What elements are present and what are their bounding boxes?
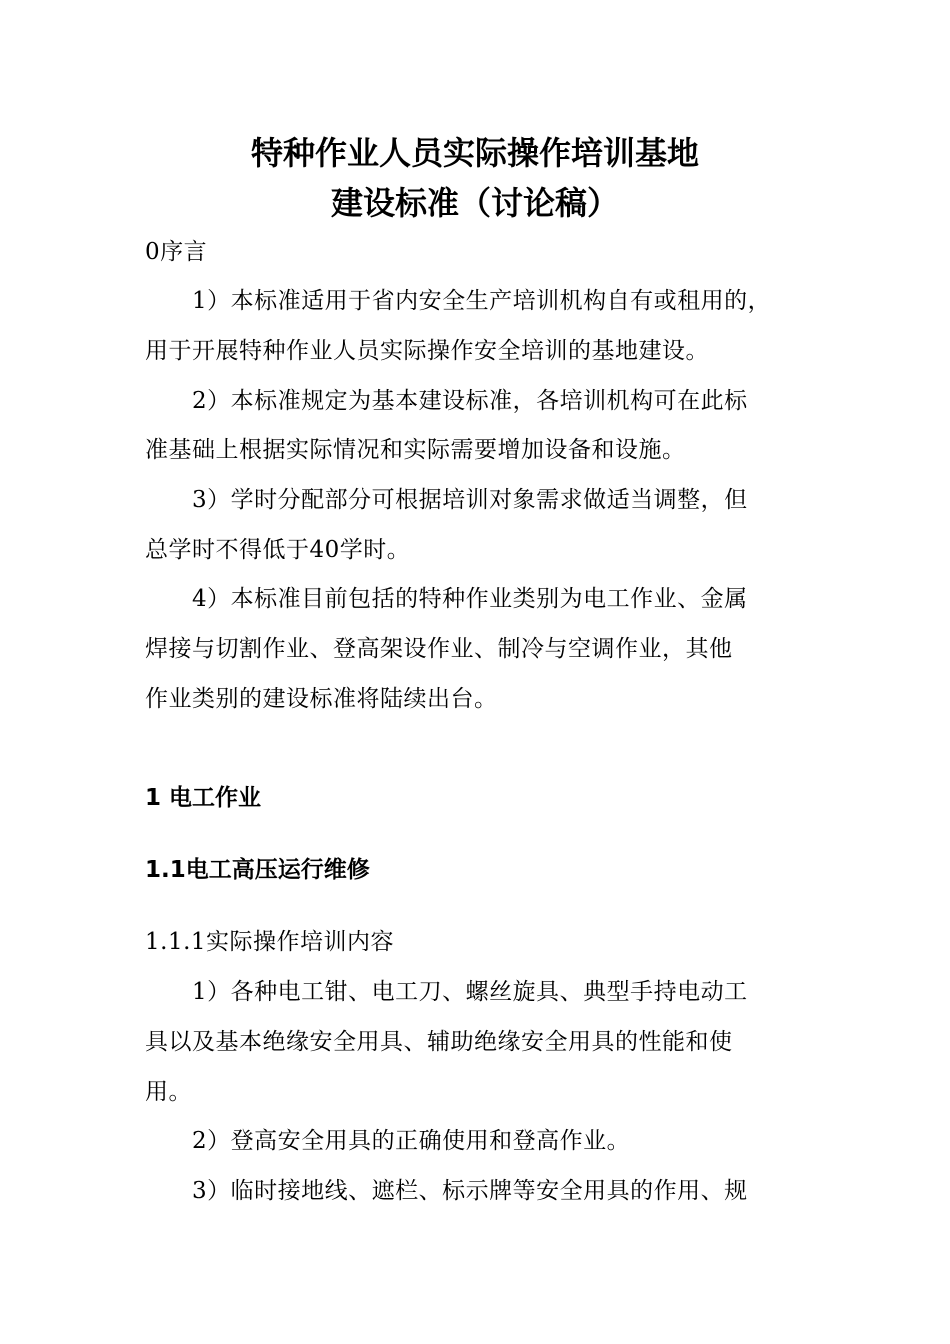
section-1-1-heading: 1.1电工高压运行维修 — [145, 857, 370, 883]
preface-heading: 0序言 — [145, 239, 208, 265]
section-1-heading: 1 电工作业 — [145, 785, 262, 811]
preface-paragraph-3-line-2: 总学时不得低于40学时。 — [145, 537, 411, 563]
content-item-1-line-1: 1）各种电工钳、电工刀、螺丝旋具、典型手持电动工 — [192, 979, 748, 1005]
preface-paragraph-1-line-1: 1）本标准适用于省内安全生产培训机构自有或租用的， — [192, 288, 772, 314]
preface-paragraph-4-line-2: 焊接与切割作业、登高架设作业、制冷与空调作业，其他 — [145, 636, 733, 662]
preface-paragraph-2-line-2: 准基础上根据实际情况和实际需要增加设备和设施。 — [145, 437, 686, 463]
preface-paragraph-4-line-3: 作业类别的建设标准将陆续出台。 — [145, 686, 498, 712]
preface-paragraph-3-line-1: 3）学时分配部分可根据培训对象需求做适当调整，但 — [192, 487, 748, 513]
content-item-1-line-2: 具以及基本绝缘安全用具、辅助绝缘安全用具的性能和使 — [145, 1029, 733, 1055]
content-item-1-line-3: 用。 — [145, 1079, 192, 1105]
content-item-3-line-1: 3）临时接地线、遮栏、标示牌等安全用具的作用、规 — [192, 1178, 748, 1204]
section-1-1-1-heading: 1.1.1实际操作培训内容 — [145, 929, 395, 955]
document-title-line-1: 特种作业人员实际操作培训基地 — [250, 134, 699, 172]
document-title-line-2: 建设标准（讨论稿） — [330, 184, 619, 222]
preface-paragraph-4-line-1: 4）本标准目前包括的特种作业类别为电工作业、金属 — [192, 586, 748, 612]
preface-paragraph-2-line-1: 2）本标准规定为基本建设标准，各培训机构可在此标 — [192, 388, 748, 414]
preface-paragraph-1-line-2: 用于开展特种作业人员实际操作安全培训的基地建设。 — [145, 338, 709, 364]
content-item-2-line-1: 2）登高安全用具的正确使用和登高作业。 — [192, 1128, 631, 1154]
